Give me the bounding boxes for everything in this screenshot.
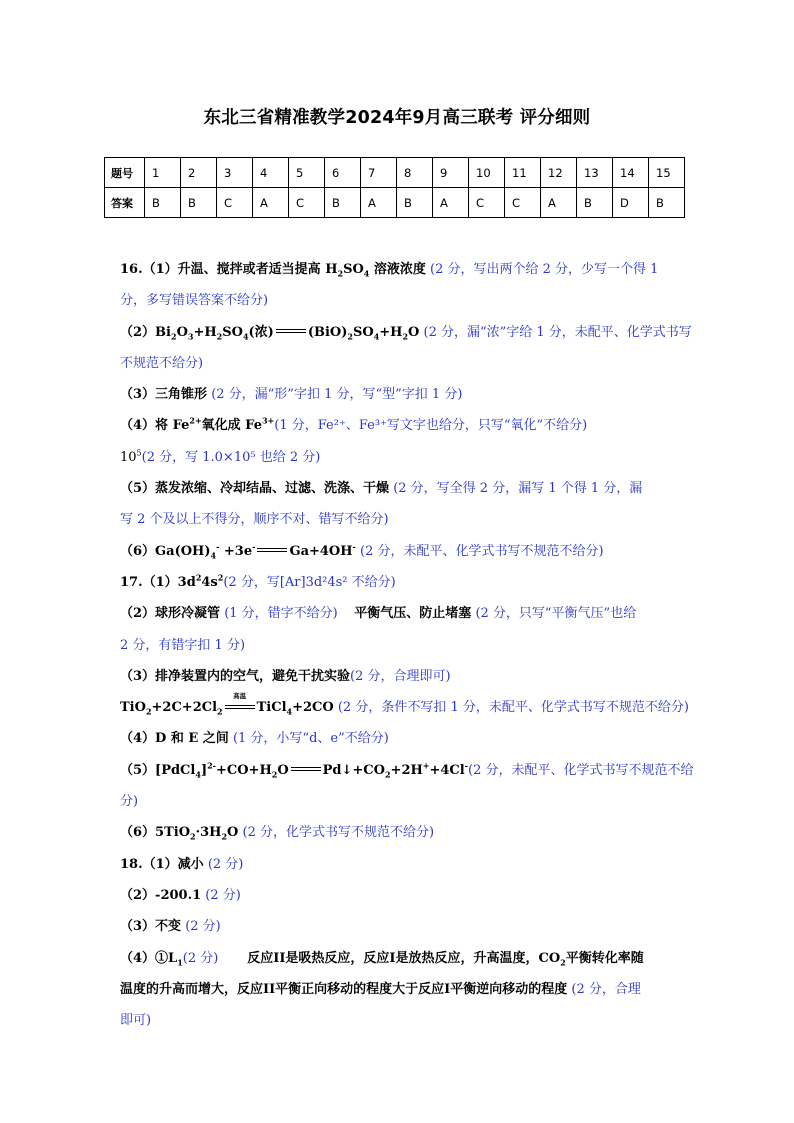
scoring-note: 分): [120, 794, 139, 810]
scoring-note: (1 分，小写“d、e”不给分): [232, 731, 389, 747]
answer-cell: B: [325, 188, 361, 218]
superscript: 5: [136, 448, 142, 458]
answer-cell: B: [577, 188, 613, 218]
answer-cell: A: [541, 188, 577, 218]
scoring-note: (2 分，化学式书写不规范不给分): [242, 825, 435, 841]
answer-cell: A: [361, 188, 397, 218]
q17-part5: [120, 755, 694, 786]
answer-text: 溶液浓度: [369, 262, 426, 277]
scoring-note: (1 分，错字不给分): [224, 606, 338, 622]
answer-text: （5）蒸发浓缩、冷却结晶、过滤、洗涤、干燥: [120, 481, 390, 497]
q17-part4: [120, 723, 676, 754]
answer-cell: C: [217, 188, 253, 218]
scoring-note: (2 分，写全得 2 分，漏写 1 个得 1 分，漏: [393, 481, 643, 497]
scoring-note: (2 分): [182, 950, 219, 966]
question-number: 9: [433, 158, 469, 188]
answer-text: （4）D 和 E 之间: [120, 731, 229, 747]
equation: $TiO_2+2C+2Cl_2$ 高温 TiCl$_4$+2CO: [120, 691, 334, 717]
equals-arrow: [225, 691, 255, 711]
answer-text: 氧化成 Fe: [201, 418, 262, 434]
question-number: 15: [649, 158, 685, 188]
question-number: 14: [613, 158, 649, 188]
q17-part6: $(6)5TiO_2\cdot 3H_2O$ (2 分，化学式书写不规范不给分): [120, 825, 435, 842]
question-number: 7: [361, 158, 397, 188]
answer-cell: B: [649, 188, 685, 218]
question-number: 1: [145, 158, 181, 188]
answer-text: SO: [343, 262, 364, 277]
scoring-note: (2 分，未配平、化学式书写不规范不给分): [360, 543, 604, 559]
row-label-number: 题号: [105, 158, 145, 188]
equals-arrow: [276, 329, 306, 335]
q18-part1: [120, 849, 676, 880]
scoring-note: 2 分，有错字扣 1 分): [120, 637, 246, 653]
answer-cell: C: [289, 188, 325, 218]
q16-part2: [120, 317, 692, 348]
q18-part3: [120, 911, 676, 942]
q16-part4: （4）将 $Fe^{2+}$氧化成 $Fe^{3+}(1$ 分，Fe²⁺、Fe³⁺写文字也给分，只写“氧化”不给分): [120, 416, 588, 434]
answer-cell: C: [469, 188, 505, 218]
q17-part3: [120, 661, 676, 692]
question-number: 2: [181, 158, 217, 188]
answer-text: 反应II是吸热反应，反应I是放热反应，升高温度，CO: [247, 950, 561, 966]
q16-part1: [120, 254, 676, 285]
answer-text: （6）5TiO: [120, 825, 191, 841]
q16-part4b: [120, 442, 676, 473]
answer-text: 温度的升高而增大，反应II平衡正向移动的程度大于反应I平衡逆向移动的程度: [120, 981, 568, 997]
scoring-note: (1 分，Fe²⁺、Fe³⁺写文字也给分，只写“氧化”不给分): [274, 418, 588, 434]
subscript: 2: [337, 268, 344, 279]
scoring-note: (2 分，只写“平衡气压”也给: [475, 606, 637, 622]
equation: $_4$- +3e- Ga+4OH-: [210, 541, 356, 561]
answer-cell: B: [145, 188, 181, 218]
answer-text: （3）排净装置内的空气，避免干扰实验: [120, 668, 351, 684]
scoring-note: (2 分，合理: [571, 981, 641, 997]
reaction-condition: 高温: [233, 691, 247, 700]
q18-part2: [120, 880, 676, 911]
q16-part6: [120, 536, 676, 567]
scoring-note: (2 分，漏“形”字扣 1 分，写“型”字扣 1 分): [211, 387, 463, 403]
answer-cell: D: [613, 188, 649, 218]
page-title: 东北三省精准教学2024年9月高三联考 评分细则: [203, 108, 591, 128]
answer-cell: A: [253, 188, 289, 218]
answer-table: [104, 157, 685, 218]
question-number: 4: [253, 158, 289, 188]
scoring-note: (2 分，未配平、化学式书写不规范不给: [468, 762, 694, 778]
q17-part3b: [120, 691, 689, 723]
scoring-note: 写 2 个及以上不得分，顺序不对、错写不给分): [120, 512, 389, 528]
q17-part1: $17.(1)3d^24s^2(2$ 分，写[Ar]3d²4s² 不给分): [120, 572, 396, 590]
scoring-note: (2 分): [207, 856, 244, 872]
answer-text: 平衡气压、防止堵塞: [354, 606, 472, 622]
q18-part4-cont: [120, 974, 676, 1005]
q18-part4: $(4)①L_1(2$ 分) 反应II是吸热反应，反应I是放热反应，升高温度，$CO_2$平衡转化率随: [120, 950, 644, 968]
equation: $_4]^{2-}+CO+H_2O$ $Pd↓+CO_2+2H^++4Cl^-$: [195, 760, 469, 780]
answer-text: 16.（1）升温、搅拌或者适当提高 H: [120, 262, 338, 277]
answer-cell: B: [181, 188, 217, 218]
answer-text: （3）不变: [120, 919, 182, 935]
q16-part5: [120, 473, 676, 504]
answer-cell: A: [433, 188, 469, 218]
question-number: 5: [289, 158, 325, 188]
answer-text: （4）将 Fe: [120, 418, 190, 434]
scoring-note: 分，多写错误答案不给分): [120, 293, 269, 309]
table-row-answers: [105, 188, 685, 218]
scoring-note: 即可): [120, 1013, 152, 1029]
scoring-note: (2 分，写[Ar]3d²4s² 不给分): [223, 574, 396, 590]
answer-text: （2）Bi: [120, 324, 171, 340]
answer-cell: C: [505, 188, 541, 218]
equation: $_2O_3+H_2SO_4$(浓) $(BiO)_2SO_4+H_2O$: [170, 324, 420, 342]
scoring-note: (2 分，合理即可): [350, 668, 451, 684]
answer-text: （2）球形冷凝管: [120, 606, 221, 622]
answer-text: 平衡转化率随: [565, 950, 644, 966]
scoring-note: (2 分，漏“浓”字给 1 分，未配平、化学式书写: [419, 324, 692, 340]
subscript: 4: [363, 268, 370, 279]
answer-text: （2）-200.1: [120, 887, 202, 903]
question-number: 13: [577, 158, 613, 188]
answer-text: 18.（1）减小: [120, 856, 204, 872]
equals-arrow: [257, 548, 287, 554]
q16-part3: [120, 379, 676, 410]
question-number: 10: [469, 158, 505, 188]
scoring-note: (2 分，写 1.0×10⁵ 也给 2 分): [141, 449, 321, 465]
answer-text: （6）Ga(OH): [120, 543, 211, 559]
question-number: 6: [325, 158, 361, 188]
q17-part2: [120, 598, 676, 629]
answer-text: 17.（1）3d: [120, 574, 196, 590]
question-number: 8: [397, 158, 433, 188]
scoring-note: (2 分): [205, 887, 241, 903]
question-number: 11: [505, 158, 541, 188]
equals-arrow: [291, 767, 321, 773]
scoring-note: (2 分): [185, 919, 221, 935]
scoring-note: (2 分，条件不写扣 1 分，未配平、化学式书写不规范不给分): [337, 700, 689, 716]
answer-cell: B: [397, 188, 433, 218]
answer-text: （4）①L: [120, 950, 178, 966]
answer-text: 10: [120, 449, 137, 465]
question-number: 3: [217, 158, 253, 188]
question-number: 12: [541, 158, 577, 188]
row-label-answer: 答案: [105, 188, 145, 218]
scoring-details: [120, 254, 694, 1036]
scoring-note: 不规范不给分): [120, 355, 204, 371]
answer-text: （3）三角锥形: [120, 387, 208, 403]
table-row-numbers: [105, 158, 685, 188]
scoring-note: (2 分，写出两个给 2 分，少写一个得 1: [425, 262, 659, 277]
answer-text: （5）[PdCl: [120, 762, 196, 778]
